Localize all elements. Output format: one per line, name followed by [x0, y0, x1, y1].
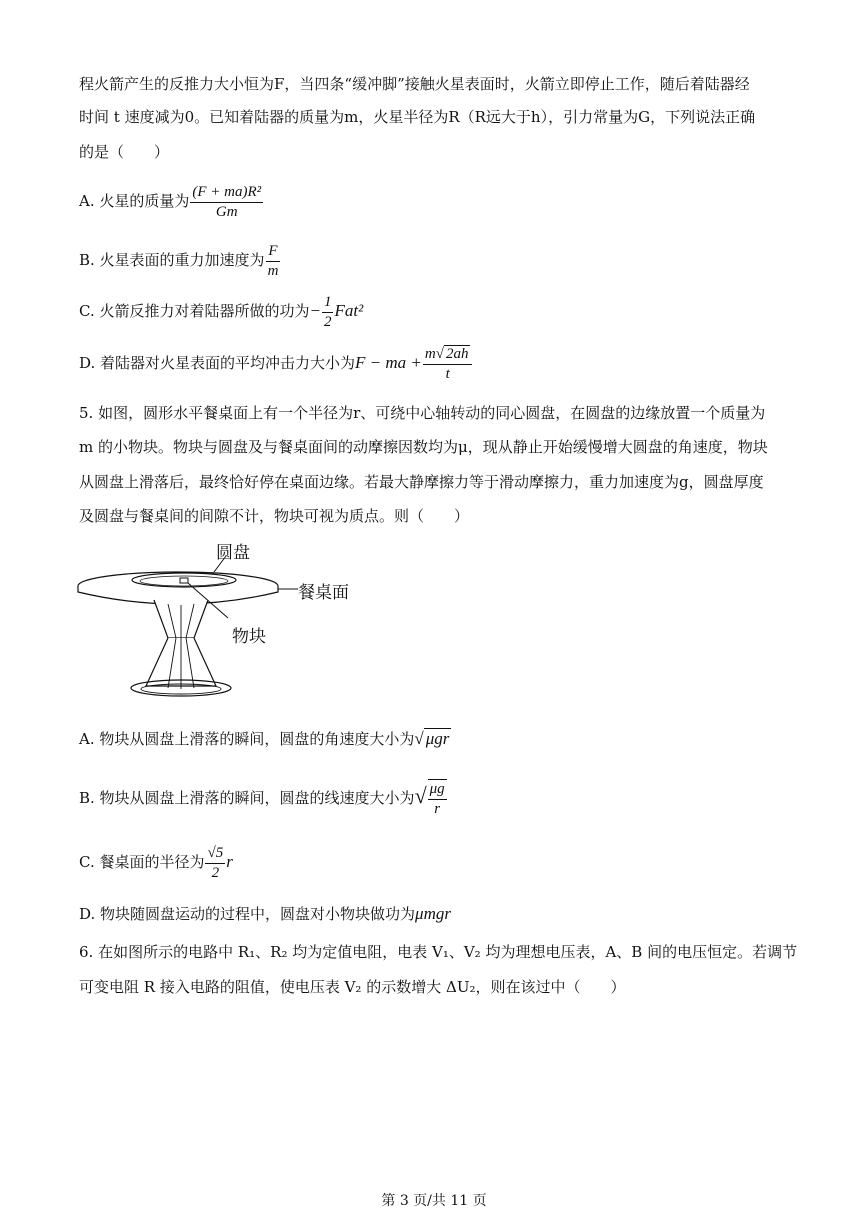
q5-option-d-text: D. 物块随圆盘运动的过程中，圆盘对小物块做功为	[79, 905, 416, 923]
label-block: 物块	[232, 627, 266, 647]
page-footer: 第 3 页/共 11 页	[381, 1193, 487, 1209]
q4-option-c-text: C. 火箭反推力对着陆器所做的功为	[79, 302, 310, 320]
q5-option-b-text: B. 物块从圆盘上滑落的瞬间，圆盘的线速度大小为	[79, 789, 415, 807]
q4-option-b-text: B. 火星表面的重力加速度为	[79, 251, 265, 269]
q4-option-c-fraction: $\frac{1}{2}$	[323, 293, 332, 330]
q5-option-b-sqrt: √	[414, 783, 427, 808]
q5-option-a-sqrt: √ μgr	[414, 729, 450, 748]
q5-line-3: 从圆盘上滑落后，最终恰好停在桌面边缘。若最大静摩擦力等于滑动摩擦力，重力加速度为g，圆盘厚度	[79, 473, 764, 491]
q4-option-b	[79, 240, 281, 281]
table-diagram	[76, 538, 376, 708]
q5-option-b-fraction: $\frac{\mu g}{r}$	[429, 781, 445, 817]
q6-line-1: 6. 在如图所示的电路中 R₁、R₂ 均为定值电阻，电表 V₁、V₂ 均为理想电压表，A、B 间的电压恒定。若调节	[79, 943, 798, 961]
q4-line-3: 的是（ ）	[79, 143, 170, 161]
q4-line-2: 时间 t 速度减为0。已知着陆器的质量为m，火星半径为R（R远大于h），引力常量为G，下列说法正确	[79, 108, 756, 126]
q5-option-c: C. 餐桌面的半径为 $\frac{√5}{2}$ r	[79, 844, 233, 881]
q5-line-2: m 的小物块。物块与圆盘及与餐桌面间的动摩擦因数均为μ，现从静止开始缓慢增大圆盘的角速度，物块	[79, 438, 768, 456]
q5-option-b	[79, 774, 448, 820]
q5-option-d-expr: μmgr	[415, 904, 451, 923]
label-table-surface: 餐桌面	[298, 583, 349, 603]
q6-line-2: 可变电阻 R 接入电路的阻值，使电压表 V₂ 的示数增大 ΔU₂，则在该过中（ ）	[79, 978, 626, 996]
label-disk: 圆盘	[216, 543, 250, 563]
q5-option-a	[79, 727, 451, 751]
q4-option-d: D. 着陆器对火星表面的平均冲击力大小为F − ma + $\frac{m√ 2ah}{t}$	[79, 343, 473, 384]
q5-option-d	[79, 903, 451, 925]
q4-option-d-fraction: $\frac{m√ 2ah}{t}$	[423, 345, 473, 384]
table-figure	[76, 538, 376, 712]
q5-line-1: 5. 如图，圆形水平餐桌面上有一个半径为r、可绕中心轴转动的同心圆盘，在圆盘的边缘放置一个质量为	[79, 404, 766, 422]
q5-option-c-fraction: $\frac{√5}{2}$	[207, 844, 224, 881]
q4-option-a-fraction: $\frac{\text{(F + ma)R²}}{Gm}$	[192, 183, 262, 220]
q4-option-a	[79, 181, 264, 222]
q4-option-c: C. 火箭反推力对着陆器所做的功为− $\frac{1}{2}$ Fat²	[79, 293, 364, 330]
q4-line-1: 程火箭产生的反推力大小恒为F，当四条“缓冲脚”接触火星表面时，火箭立即停止工作，随后着陆器经	[79, 75, 750, 93]
q5-line-4: 及圆盘与餐桌间的间隙不计，物块可视为质点。则（ ）	[79, 507, 470, 525]
q4-option-b-fraction: $\frac{F}{m}$	[267, 242, 279, 279]
q5-option-c-text: C. 餐桌面的半径为	[79, 853, 205, 871]
q4-option-a-text: A. 火星的质量为	[79, 192, 190, 210]
q5-option-a-text: A. 物块从圆盘上滑落的瞬间，圆盘的角速度大小为	[79, 730, 415, 748]
q4-option-d-text: D. 着陆器对火星表面的平均冲击力大小为	[79, 354, 356, 372]
